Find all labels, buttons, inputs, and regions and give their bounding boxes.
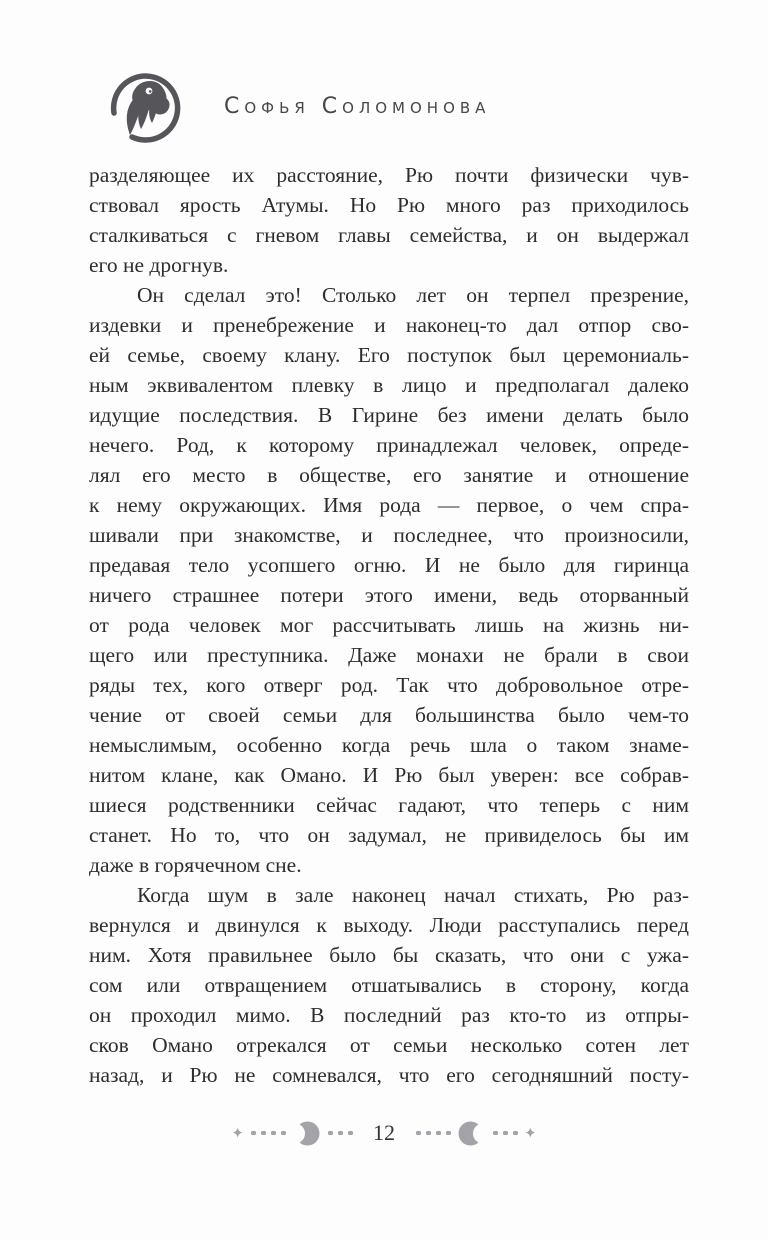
- ornament-right: [409, 1120, 537, 1147]
- text-line: издевки и пренебрежение и наконец-то дал отпор сво-: [89, 313, 689, 337]
- ornament-dash: [338, 1131, 343, 1135]
- text-line: чение от своей семьи для большинства было чем-то: [89, 703, 689, 727]
- ornament-dash: [446, 1131, 451, 1135]
- ornament-dashes: [325, 1131, 355, 1135]
- page-number: 12: [373, 1120, 395, 1145]
- author-name: Софья Соломонова: [224, 93, 491, 119]
- text-line: нечего. Род, к которому принадлежал человек, опреде-: [89, 433, 689, 457]
- text-line: его не дрогнув.: [89, 253, 229, 277]
- ornament-dash: [493, 1131, 498, 1135]
- text-line: вернулся и двинулся к выходу. Люди расступались перед: [89, 913, 689, 937]
- text-line: станет. Но то, что он задумал, не привиделось бы им: [89, 823, 689, 847]
- text-line: щего или преступника. Даже монахи не брали в свои: [89, 643, 689, 667]
- text-line: шиеся родственники сейчас гадают, что теперь с ним: [89, 793, 689, 817]
- four-pointed-star-icon: ✦: [231, 1123, 244, 1142]
- bird-logo-icon: [108, 68, 184, 148]
- text-line: ничего страшнее потери этого имени, ведь оторванный: [89, 583, 689, 607]
- text-line: идущие последствия. В Гирине без имени делать было: [89, 403, 689, 427]
- text-line: лял его место в обществе, его занятие и отношение: [89, 463, 689, 487]
- text-line: сков Омано отрекался от семьи несколько сотен лет: [89, 1033, 689, 1057]
- text-line: он проходил мимо. В последний раз кто-то из отпры-: [89, 1003, 689, 1027]
- text-line: немыслимым, особенно когда речь шла о таком знаме-: [89, 733, 689, 757]
- text-line: ствовал ярость Атумы. Но Рю много раз приходилось: [89, 193, 689, 217]
- ornament-dash: [348, 1131, 353, 1135]
- text-line: разделяющее их расстояние, Рю почти физически чув-: [89, 163, 689, 187]
- page-footer: [0, 1116, 768, 1150]
- text-line: нитом клане, как Омано. И Рю был уверен: все собрав-: [89, 763, 689, 787]
- text-line: Когда шум в зале наконец начал стихать, Рю раз-: [137, 883, 689, 907]
- ornament-dashes: [413, 1131, 453, 1135]
- ornament-left: [231, 1120, 359, 1147]
- text-line: от рода человек мог рассчитывать лишь на жизнь ни-: [89, 613, 689, 637]
- text-line: ряды тех, кого отверг род. Так что добровольное отре-: [89, 673, 689, 697]
- ornament-dashes: [248, 1131, 288, 1135]
- text-line: даже в горячечном сне.: [89, 853, 302, 877]
- ornament-dash: [328, 1131, 333, 1135]
- text-line: сом или отвращением отшатывались в сторону, когда: [89, 973, 689, 997]
- text-line: ным эквивалентом плевку в лицо и предполагал далеко: [89, 373, 689, 397]
- ornament-dash: [271, 1131, 276, 1135]
- paragraph: [89, 160, 689, 280]
- crescent-moon-icon: [458, 1120, 485, 1147]
- crescent-moon-icon: [293, 1120, 320, 1147]
- text-line: ей семье, своему клану. Его поступок был церемониаль-: [89, 343, 689, 367]
- ornament-dash: [503, 1131, 508, 1135]
- page-header: [108, 68, 490, 148]
- ornament-dashes: [490, 1131, 520, 1135]
- text-line: назад, и Рю не сомневался, что его сегодняшний посту-: [89, 1063, 689, 1087]
- page-body: [89, 160, 689, 1090]
- ornament-dash: [251, 1131, 256, 1135]
- text-line: сталкиваться с гневом главы семейства, и он выдержал: [89, 223, 689, 247]
- ornament-dash: [426, 1131, 431, 1135]
- paragraph: [89, 880, 689, 1090]
- text-line: шивали при знакомстве, и последнее, что произносили,: [89, 523, 689, 547]
- four-pointed-star-icon: ✦: [524, 1123, 537, 1142]
- text-line: Он сделал это! Столько лет он терпел презрение,: [137, 283, 689, 307]
- ornament-dash: [261, 1131, 266, 1135]
- ornament-dash: [436, 1131, 441, 1135]
- paragraph: [89, 280, 689, 880]
- ornament-dash: [513, 1131, 518, 1135]
- text-line: ним. Хотя правильнее было бы сказать, что они с ужа-: [89, 943, 689, 967]
- text-line: предавая тело усопшего огню. И не было для гиринца: [89, 553, 689, 577]
- text-line: к нему окружающих. Имя рода — первое, о чем спра-: [89, 493, 689, 517]
- ornament-dash: [416, 1131, 421, 1135]
- ornament-dash: [281, 1131, 286, 1135]
